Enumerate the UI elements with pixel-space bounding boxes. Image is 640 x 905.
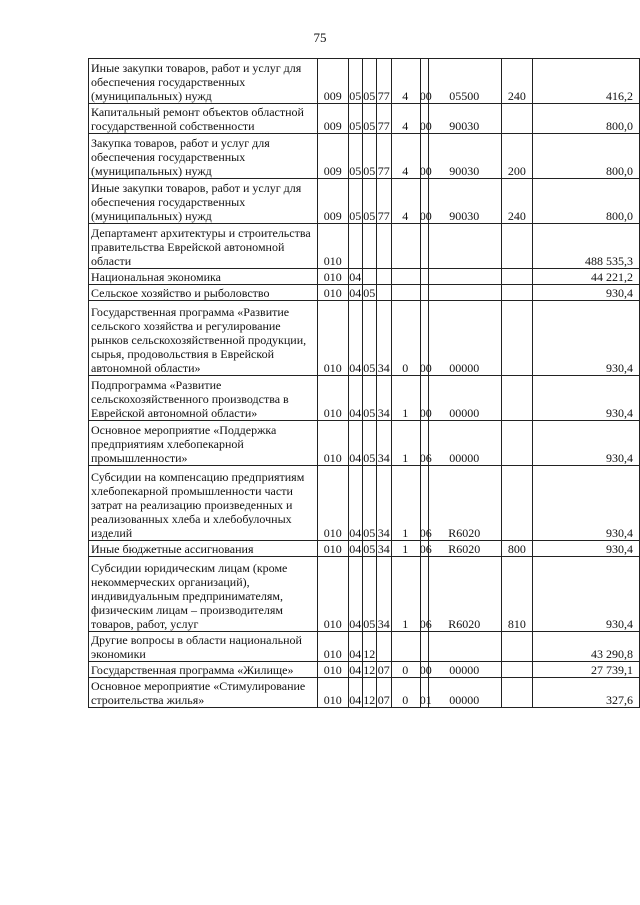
- program-code: 07: [377, 663, 390, 677]
- amount: 43 290,8: [532, 632, 639, 662]
- razdel-code: 04: [348, 421, 362, 466]
- direction-code: R6020: [448, 542, 481, 556]
- program-code: 34: [377, 617, 390, 631]
- expense-type-code: 240: [501, 179, 532, 224]
- ved-code: 010: [317, 285, 348, 301]
- ved-code: 009: [317, 59, 348, 104]
- expense-type-code: 810: [501, 557, 532, 632]
- amount: 930,4: [532, 376, 639, 421]
- ved-code: 010: [317, 301, 348, 376]
- subprogram-code: 1: [402, 526, 409, 540]
- direction-code: 90030: [449, 209, 480, 223]
- row-name: Субсидии юридическим лицам (кроме некоммерческих организаций), индивидуальным предпринимателям, физическим лицам – производителям товаров, работ, услуг: [89, 557, 318, 632]
- table-row: [89, 662, 640, 678]
- razdel-code: 04: [348, 376, 362, 421]
- event-code: 06: [419, 526, 432, 540]
- ved-code: 010: [317, 466, 348, 541]
- target-article-code: [376, 541, 501, 557]
- program-code: 77: [377, 164, 390, 178]
- subprogram-code: 1: [402, 542, 409, 556]
- podrazdel-code: 05: [362, 301, 376, 376]
- row-name: Субсидии на компенсацию предприятиям хлебопекарной промышленности части затрат на реализацию произведенных и реализованных хлеба и хлебобулочных изделий: [89, 466, 318, 541]
- subprogram-code: 1: [402, 451, 409, 465]
- ved-code: 010: [317, 541, 348, 557]
- amount: 800,0: [532, 134, 639, 179]
- amount: 930,4: [532, 301, 639, 376]
- direction-code: 00000: [449, 663, 480, 677]
- subprogram-code: 4: [402, 119, 409, 133]
- ved-code: 009: [317, 104, 348, 134]
- row-name: Другие вопросы в области национальной экономики: [89, 632, 318, 662]
- direction-code: 00000: [449, 451, 480, 465]
- expense-type-code: [501, 269, 532, 285]
- program-code: 77: [377, 119, 390, 133]
- expense-type-code: [501, 376, 532, 421]
- razdel-code: 04: [348, 557, 362, 632]
- table-row: [89, 59, 640, 104]
- target-article-code: [376, 285, 501, 301]
- ved-code: 010: [317, 376, 348, 421]
- row-name: Департамент архитектуры и строительства правительства Еврейской автономной области: [89, 224, 318, 269]
- expense-type-code: [501, 466, 532, 541]
- amount: 800,0: [532, 179, 639, 224]
- razdel-code: 05: [348, 104, 362, 134]
- amount: 327,6: [532, 678, 639, 708]
- expense-type-code: [501, 104, 532, 134]
- expense-type-code: [501, 662, 532, 678]
- expense-type-code: [501, 301, 532, 376]
- target-article-code: [376, 224, 501, 269]
- amount: 44 221,2: [532, 269, 639, 285]
- table-row: [89, 376, 640, 421]
- row-name: Национальная экономика: [89, 269, 318, 285]
- program-code: 34: [377, 526, 390, 540]
- subprogram-code: 0: [402, 361, 409, 375]
- expense-type-code: 240: [501, 59, 532, 104]
- podrazdel-code: 05: [362, 376, 376, 421]
- amount: 930,4: [532, 421, 639, 466]
- table-row: [89, 179, 640, 224]
- razdel-code: 04: [348, 632, 362, 662]
- row-name: Основное мероприятие «Стимулирование строительства жилья»: [89, 678, 318, 708]
- podrazdel-code: 05: [362, 421, 376, 466]
- event-code: 00: [419, 209, 432, 223]
- razdel-code: 05: [348, 59, 362, 104]
- direction-code: 90030: [449, 119, 480, 133]
- razdel-code: 05: [348, 134, 362, 179]
- target-article-code: [376, 134, 501, 179]
- expense-type-code: [501, 285, 532, 301]
- table-row: [89, 104, 640, 134]
- direction-code: 05500: [449, 89, 480, 103]
- target-article-code: [376, 269, 501, 285]
- subprogram-code: 1: [402, 406, 409, 420]
- subprogram-code: 0: [402, 693, 409, 707]
- event-code: 00: [419, 164, 432, 178]
- row-name: Государственная программа «Жилище»: [89, 662, 318, 678]
- target-article-code: [376, 421, 501, 466]
- podrazdel-code: 05: [362, 557, 376, 632]
- ved-code: 010: [317, 421, 348, 466]
- program-code: 07: [377, 693, 390, 707]
- target-article-code: [376, 376, 501, 421]
- razdel-code: 04: [348, 678, 362, 708]
- razdel-code: 04: [348, 301, 362, 376]
- subprogram-code: 4: [402, 164, 409, 178]
- target-article-code: [376, 662, 501, 678]
- ved-code: 010: [317, 269, 348, 285]
- table-row: [89, 134, 640, 179]
- direction-code: 00000: [449, 361, 480, 375]
- target-article-code: [376, 179, 501, 224]
- expense-type-code: [501, 421, 532, 466]
- row-name: Подпрограмма «Развитие сельскохозяйственного производства в Еврейской автономной области»: [89, 376, 318, 421]
- target-article-code: [376, 557, 501, 632]
- podrazdel-code: [362, 269, 376, 285]
- ved-code: 009: [317, 179, 348, 224]
- subprogram-code: 4: [402, 89, 409, 103]
- expense-type-code: [501, 224, 532, 269]
- podrazdel-code: 05: [362, 466, 376, 541]
- row-name: Государственная программа «Развитие сельского хозяйства и регулирование рынков сельскохозяйственной продукции, сырья, продовольствия в Еврейской автономной области»: [89, 301, 318, 376]
- direction-code: 90030: [449, 164, 480, 178]
- target-article-code: [376, 104, 501, 134]
- program-code: 34: [377, 361, 390, 375]
- event-code: 06: [419, 617, 432, 631]
- program-code: 77: [377, 89, 390, 103]
- razdel-code: 05: [348, 179, 362, 224]
- direction-code: 00000: [449, 406, 480, 420]
- table-row: [89, 421, 640, 466]
- expense-type-code: 800: [501, 541, 532, 557]
- row-name: Иные закупки товаров, работ и услуг для обеспечения государственных (муниципальных) нужд: [89, 59, 318, 104]
- event-code: 06: [419, 451, 432, 465]
- subprogram-code: 4: [402, 209, 409, 223]
- table-row: [89, 632, 640, 662]
- row-name: Сельское хозяйство и рыболовство: [89, 285, 318, 301]
- amount: 488 535,3: [532, 224, 639, 269]
- podrazdel-code: 05: [363, 542, 376, 556]
- amount: 930,4: [532, 466, 639, 541]
- event-code: 06: [419, 542, 432, 556]
- table-row: [89, 466, 640, 541]
- row-name: Закупка товаров, работ и услуг для обеспечения государственных (муниципальных) нужд: [89, 134, 318, 179]
- table-row: [89, 224, 640, 269]
- row-name: Иные бюджетные ассигнования: [89, 541, 318, 557]
- target-article-code: [376, 59, 501, 104]
- amount: 930,4: [532, 541, 639, 557]
- row-name: Иные закупки товаров, работ и услуг для обеспечения государственных (муниципальных) нужд: [89, 179, 318, 224]
- podrazdel-code: 05: [362, 134, 376, 179]
- program-code: 34: [377, 451, 390, 465]
- program-code: 77: [377, 209, 390, 223]
- podrazdel-code: 12: [362, 678, 376, 708]
- ved-code: 010: [317, 662, 348, 678]
- table-row: [89, 541, 640, 557]
- ved-code: 010: [317, 224, 348, 269]
- direction-code: R6020: [448, 617, 481, 631]
- podrazdel-code: 12: [362, 632, 376, 662]
- expense-type-code: 200: [501, 134, 532, 179]
- table-row: [89, 678, 640, 708]
- podrazdel-code: 05: [362, 179, 376, 224]
- target-article-code: [376, 301, 501, 376]
- direction-code: 00000: [449, 693, 480, 707]
- event-code: 00: [419, 663, 432, 677]
- expense-type-code: [501, 632, 532, 662]
- program-code: 34: [377, 406, 390, 420]
- target-article-code: [376, 632, 501, 662]
- podrazdel-code: 05: [362, 59, 376, 104]
- podrazdel-code: 05: [362, 104, 376, 134]
- ved-code: 010: [317, 632, 348, 662]
- razdel-code: 04: [348, 466, 362, 541]
- subprogram-code: 0: [402, 663, 409, 677]
- row-name: Основное мероприятие «Поддержка предприятиям хлебопекарной промышленности»: [89, 421, 318, 466]
- event-code: 00: [419, 89, 432, 103]
- razdel-code: 04: [349, 663, 362, 677]
- razdel-code: 04: [349, 286, 362, 300]
- expense-type-code: [501, 678, 532, 708]
- budget-table: [88, 58, 640, 708]
- razdel-code: 04: [349, 270, 362, 284]
- table-row: [89, 557, 640, 632]
- razdel-code: 04: [349, 542, 362, 556]
- row-name: Капитальный ремонт объектов областной государственной собственности: [89, 104, 318, 134]
- amount: 930,4: [532, 285, 639, 301]
- razdel-code: [348, 224, 362, 269]
- event-code: 01: [419, 693, 432, 707]
- ved-code: 009: [317, 134, 348, 179]
- direction-code: R6020: [448, 526, 481, 540]
- subprogram-code: 1: [402, 617, 409, 631]
- event-code: 00: [419, 361, 432, 375]
- event-code: 00: [419, 119, 432, 133]
- amount: 416,2: [532, 59, 639, 104]
- amount: 800,0: [532, 104, 639, 134]
- podrazdel-code: 05: [363, 286, 376, 300]
- table-row: [89, 301, 640, 376]
- amount: 930,4: [532, 557, 639, 632]
- podrazdel-code: 12: [363, 663, 376, 677]
- ved-code: 010: [317, 557, 348, 632]
- ved-code: 010: [317, 678, 348, 708]
- table-row: [89, 269, 640, 285]
- target-article-code: [376, 466, 501, 541]
- program-code: 34: [377, 542, 390, 556]
- table-row: [89, 285, 640, 301]
- target-article-code: [376, 678, 501, 708]
- event-code: 00: [419, 406, 432, 420]
- page-number: 75: [313, 30, 327, 45]
- podrazdel-code: [362, 224, 376, 269]
- amount: 27 739,1: [532, 662, 639, 678]
